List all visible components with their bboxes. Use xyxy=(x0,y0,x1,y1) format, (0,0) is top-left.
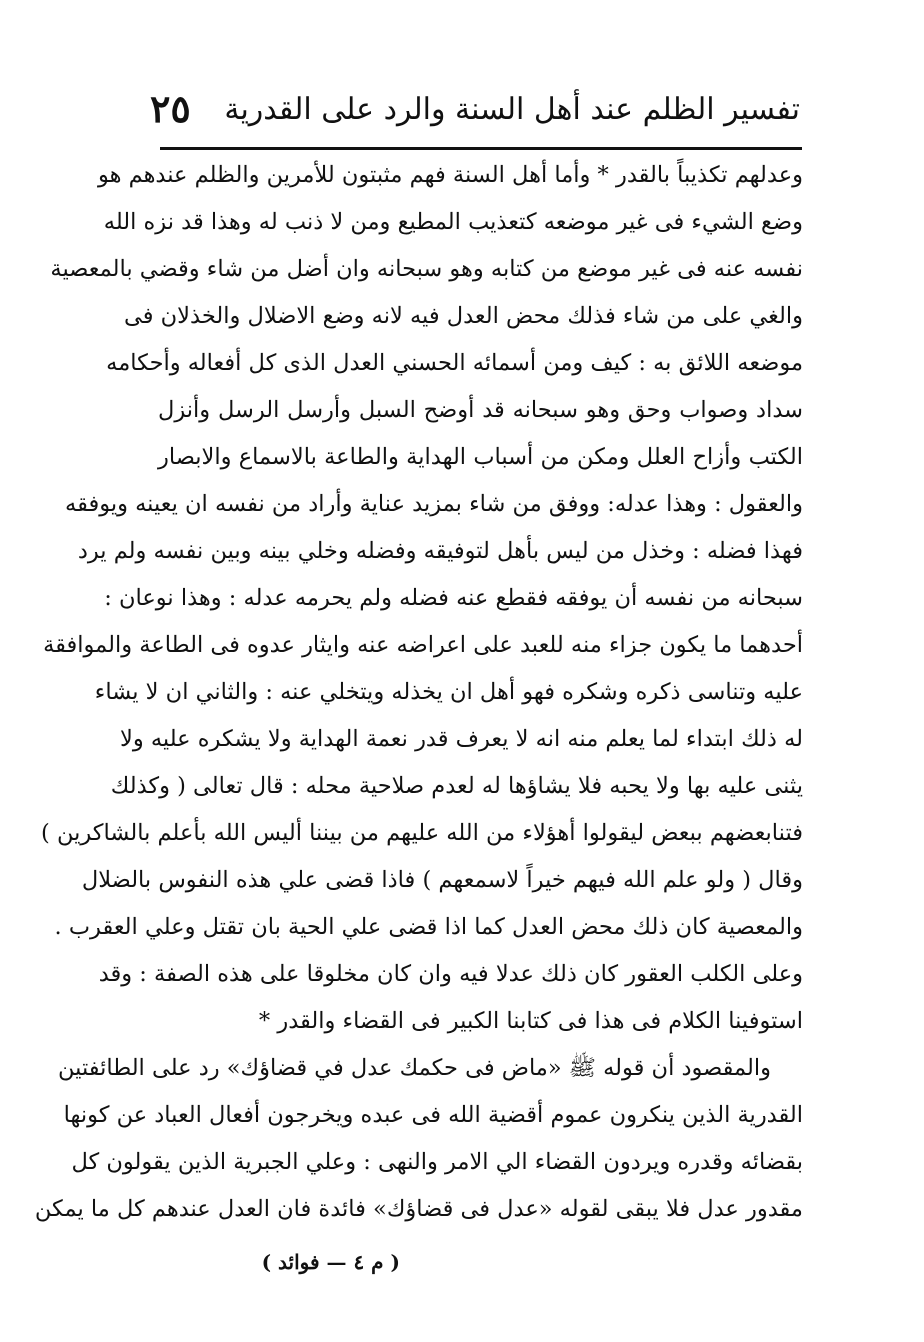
text-line: القدرية الذين ينكرون عموم أقضية الله فى عبده ويخرجون أفعال العباد عن كونها xyxy=(63,1102,803,1128)
text-line: والمعصية كان ذلك محض العدل كما اذا قضى علي الحية بان تقتل وعلي العقرب . xyxy=(54,914,803,940)
running-header xyxy=(150,84,800,144)
text-line: استوفينا الكلام فى هذا فى كتابنا الكبير فى القضاء والقدر * xyxy=(258,1008,803,1034)
text-line: وضع الشيء فى غير موضعه كتعذيب المطيع ومن لا ذنب له وهذا قد نزه الله xyxy=(103,209,803,235)
main-text xyxy=(34,152,803,1233)
text-line: موضعه اللائق به : كيف ومن أسمائه الحسني العدل الذى كل أفعاله وأحكامه xyxy=(106,350,803,376)
page-number: ٢٥ xyxy=(150,86,191,131)
text-line: أحدهما ما يكون جزاء منه للعبد على اعراضه عنه وايثار عدوه فى الطاعة والموافقة xyxy=(43,632,803,658)
text-line: عليه وتناسى ذكره وشكره فهو أهل ان يخذله ويتخلي عنه : والثاني ان لا يشاء xyxy=(94,679,803,705)
paragraph-start-line: والمقصود أن قوله ﷺ «ماض فى حكمك عدل في قضاؤك» رد على الطائفتين xyxy=(58,1055,771,1081)
signature-mark: ( م ٤ — فوائد ) xyxy=(261,1250,400,1274)
text-line: فتنابعضهم ببعض ليقولوا أهؤلاء من الله عليهم من بيننا أليس الله بأعلم بالشاكرين ) xyxy=(41,820,803,846)
text-line: فهذا فضله : وخذل من ليس بأهل لتوفيقه وفضله وخلي بينه وبين نفسه ولم يرد xyxy=(77,538,803,564)
text-line: الكتب وأزاح العلل ومكن من أسباب الهداية والطاعة بالاسماع والابصار xyxy=(158,444,803,470)
text-line: نفسه عنه فى غير موضع من كتابه وهو سبحانه وان أضل من شاء وقضي بالمعصية xyxy=(50,256,803,282)
header-title: تفسير الظلم عند أهل السنة والرد على القدرية xyxy=(224,92,800,127)
text-line: وعلى الكلب العقور كان ذلك عدلا فيه وان كان مخلوقا على هذه الصفة : وقد xyxy=(98,961,803,987)
text-line: وعدلهم تكذيباً بالقدر * وأما أهل السنة فهم مثبتون للأمرين والظلم عندهم هو xyxy=(97,162,803,188)
text-line: سبحانه من نفسه أن يوفقه فقطع عنه فضله ولم يحرمه عدله : وهذا نوعان : xyxy=(104,585,803,611)
header-rule xyxy=(160,147,802,150)
text-line: يثنى عليه بها ولا يحبه فلا يشاؤها له لعدم صلاحية محله : قال تعالى ( وكذلك xyxy=(110,773,803,799)
text-line: والغي على من شاء فذلك محض العدل فيه لانه وضع الاضلال والخذلان فى xyxy=(124,303,803,329)
text-line: سداد وصواب وحق وهو سبحانه قد أوضح السبل وأرسل الرسل وأنزل xyxy=(158,397,803,423)
text-line: وقال ( ولو علم الله فيهم خيراً لاسمعهم ) فاذا قضى علي هذه النفوس بالضلال xyxy=(81,867,803,893)
text-line: له ذلك ابتداء لما يعلم منه انه لا يعرف قدر نعمة الهداية ولا يشكره عليه ولا xyxy=(120,726,803,752)
text-line: مقدور عدل فلا يبقى لقوله «عدل فى قضاؤك» فائدة فان العدل عندهم كل ما يمكن xyxy=(34,1196,803,1222)
text-line: بقضائه وقدره ويردون القضاء الي الامر والنهى : وعلي الجبرية الذين يقولون كل xyxy=(71,1149,803,1175)
text-line: والعقول : وهذا عدله: ووفق من شاء بمزيد عناية وأراد من نفسه ان يعينه ويوفقه xyxy=(65,491,803,517)
